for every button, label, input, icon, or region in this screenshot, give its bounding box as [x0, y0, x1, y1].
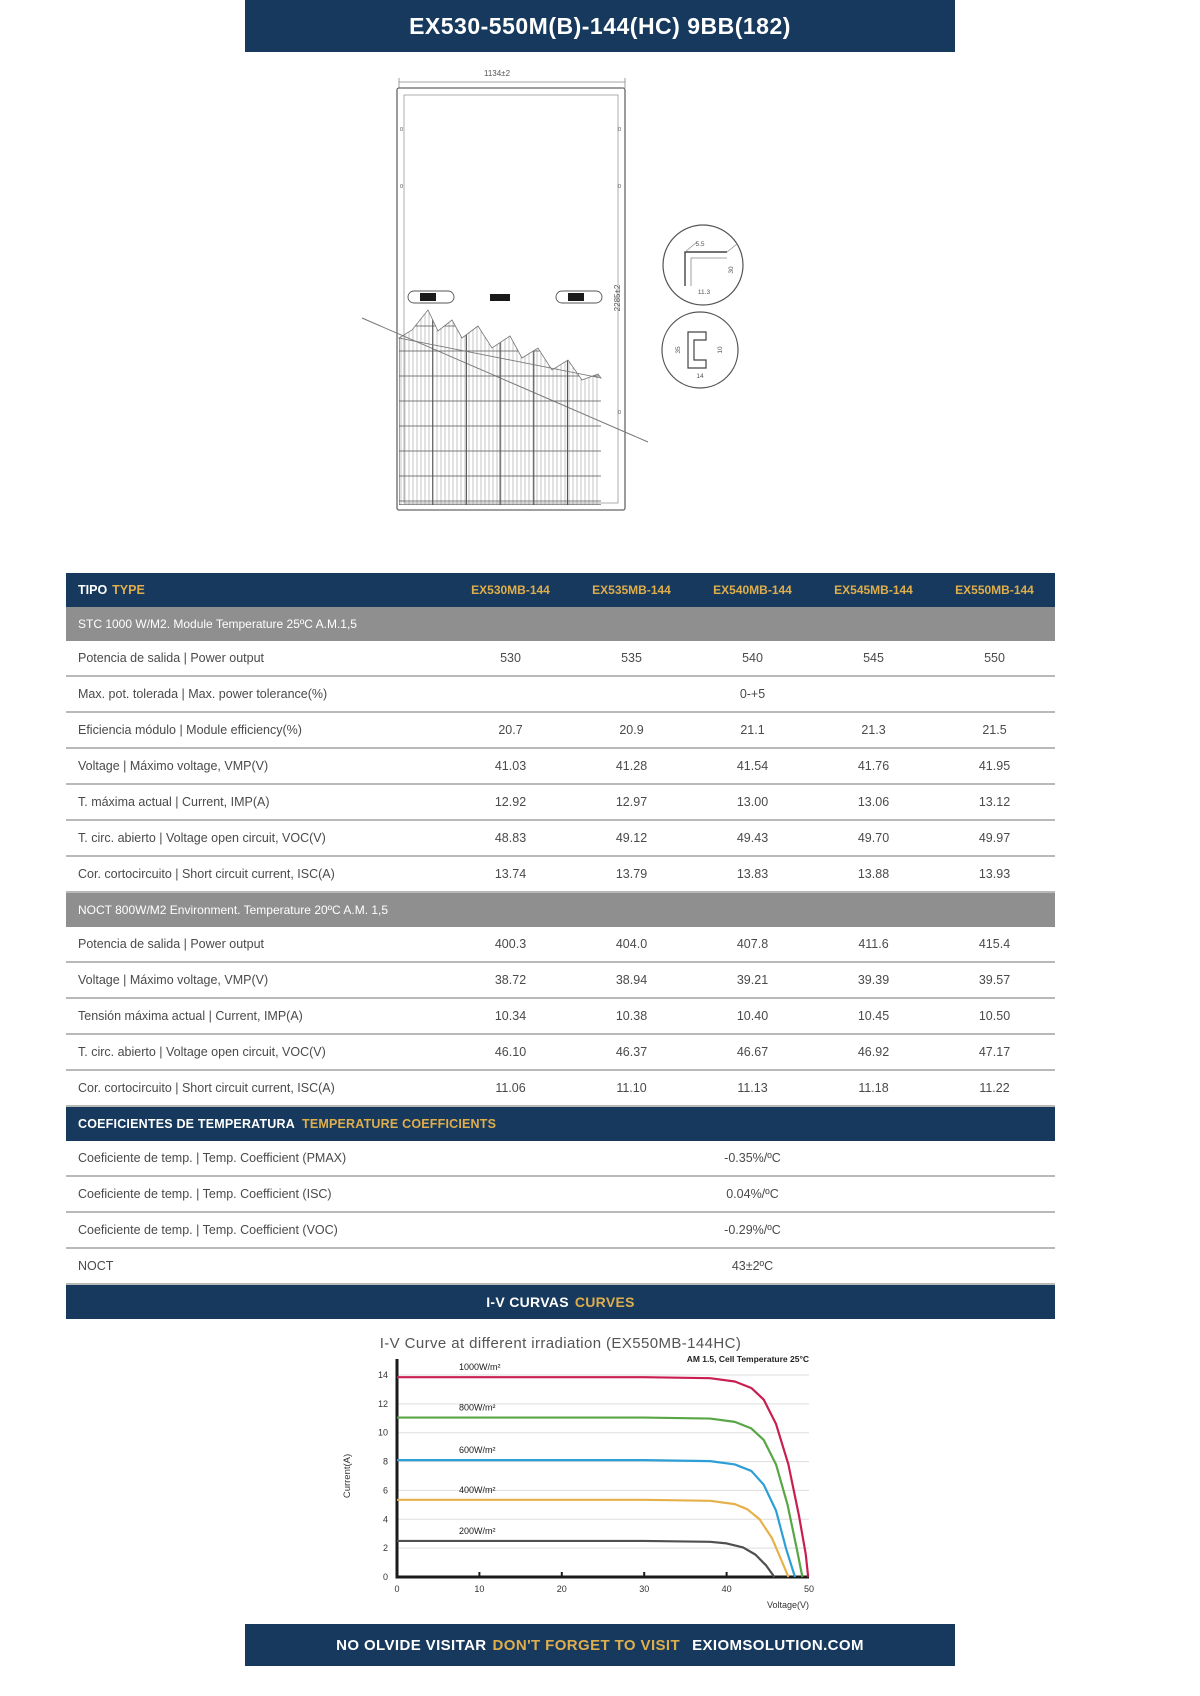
curve-irradiance-label: 800W/m² — [459, 1402, 496, 1413]
row-value: 12.97 — [615, 795, 648, 809]
row-value: 10.38 — [615, 1009, 648, 1023]
row-value: 11.18 — [858, 1081, 889, 1095]
header-tipo-label: TIPO — [78, 583, 108, 597]
x-tick-label: 50 — [803, 1584, 815, 1594]
row-value: 13.79 — [615, 867, 648, 881]
y-tick-label: 2 — [382, 1543, 388, 1554]
table-row — [66, 821, 1055, 857]
row-value: 39.21 — [736, 973, 769, 987]
footer-text-es: NO OLVIDE VISITAR — [336, 1636, 487, 1654]
svg-text:0: 0 — [400, 184, 404, 190]
y-tick-label: 6 — [382, 1485, 388, 1496]
table-row — [66, 713, 1055, 749]
header-type-label: TYPE — [112, 583, 145, 597]
svg-text:0: 0 — [618, 127, 622, 133]
table-row — [66, 641, 1055, 677]
row-span-value: 43±2ºC — [731, 1259, 774, 1273]
header-bar — [245, 0, 955, 52]
row-value: 41.28 — [615, 759, 648, 773]
row-value: 550 — [984, 651, 1005, 665]
row-value: 49.12 — [615, 831, 648, 845]
row-value: 46.92 — [857, 1045, 890, 1059]
cell-grid — [399, 308, 601, 505]
row-value: 407.8 — [736, 937, 769, 951]
model-column-header: EX540MB-144 — [713, 583, 792, 597]
row-value: 545 — [863, 651, 884, 665]
row-value: 10.45 — [857, 1009, 890, 1023]
row-value: 21.5 — [982, 723, 1007, 737]
row-label: Cor. cortocircuito | Short circuit current, ISC(A) — [78, 1081, 335, 1095]
x-tick-label: 20 — [556, 1584, 567, 1594]
y-tick-label: 12 — [377, 1398, 388, 1409]
row-value: 535 — [621, 651, 642, 665]
row-value: 10.34 — [494, 1009, 527, 1023]
table-row — [66, 785, 1055, 821]
row-value: 11.22 — [979, 1081, 1010, 1095]
table-header-row — [66, 573, 1055, 607]
table-row — [66, 963, 1055, 999]
row-value: 10.50 — [978, 1009, 1011, 1023]
row-label: Potencia de salida | Power output — [78, 937, 265, 951]
svg-text:0: 0 — [618, 184, 622, 190]
svg-text:0: 0 — [618, 410, 622, 416]
svg-text:35: 35 — [675, 346, 682, 354]
iv-curve — [397, 1418, 802, 1577]
junction-connectors — [408, 291, 602, 303]
footer-bar — [245, 1624, 955, 1666]
iv-curve-chart — [330, 1300, 820, 1620]
iv-curve — [397, 1500, 788, 1577]
row-value: 411.6 — [858, 937, 889, 951]
coef-title-es: COEFICIENTES DE TEMPERATURA — [78, 1117, 295, 1131]
svg-text:30: 30 — [728, 266, 735, 274]
row-value: 47.17 — [978, 1045, 1011, 1059]
table-section-band: STC 1000 W/M2. Module Temperature 25ºC A.M.1,5 — [66, 607, 1055, 641]
row-span-value: -0.29%/ºC — [724, 1223, 781, 1237]
row-label: Coeficiente de temp. | Temp. Coefficient (PMAX) — [78, 1151, 347, 1165]
x-tick-label: 30 — [639, 1584, 650, 1594]
row-value: 46.10 — [494, 1045, 527, 1059]
row-value: 13.06 — [857, 795, 890, 809]
curve-irradiance-label: 600W/m² — [459, 1445, 496, 1456]
y-tick-label: 0 — [382, 1572, 388, 1582]
row-value: 13.88 — [857, 867, 890, 881]
table-row — [66, 1141, 1055, 1177]
page-title: EX530-550M(B)-144(HC) 9BB(182) — [409, 12, 791, 39]
panel-technical-drawing — [0, 58, 1200, 528]
svg-text:10: 10 — [717, 346, 724, 354]
row-value: 404.0 — [615, 937, 648, 951]
row-span-value: -0.35%/ºC — [724, 1151, 781, 1165]
row-value: 21.3 — [861, 723, 886, 737]
chart-annotation: AM 1.5, Cell Temperature 25°C — [686, 1354, 809, 1364]
frame-detail-top — [663, 225, 743, 305]
row-label: Voltage | Máximo voltage, VMP(V) — [78, 759, 269, 773]
iv-chart-subtitle: I-V Curve at different irradiation (EX550MB-144HC) — [379, 1335, 742, 1352]
row-value: 13.93 — [978, 867, 1011, 881]
row-value: 11.06 — [495, 1081, 526, 1095]
panel-width-dimension: 1134±2 — [483, 69, 511, 78]
row-value: 39.57 — [978, 973, 1011, 987]
row-value: 10.40 — [736, 1009, 769, 1023]
x-axis-label: Voltage(V) — [766, 1600, 809, 1610]
table-row — [66, 1249, 1055, 1285]
row-value: 48.83 — [494, 831, 527, 845]
row-label: T. circ. abierto | Voltage open circuit, VOC(V) — [78, 831, 326, 845]
frame-detail-bottom — [662, 312, 738, 388]
row-span-value: 0-+5 — [739, 687, 766, 701]
table-row — [66, 677, 1055, 713]
row-value: 49.97 — [978, 831, 1011, 845]
row-value: 400.3 — [494, 937, 527, 951]
row-value: 46.37 — [615, 1045, 648, 1059]
row-value: 41.54 — [736, 759, 769, 773]
y-tick-label: 8 — [382, 1456, 388, 1467]
row-label: Cor. cortocircuito | Short circuit current, ISC(A) — [78, 867, 335, 881]
row-value: 41.95 — [978, 759, 1011, 773]
row-label: Eficiencia módulo | Module efficiency(%) — [78, 723, 302, 737]
temperature-coefficients-header — [66, 1107, 1055, 1141]
row-value: 530 — [500, 651, 521, 665]
row-value: 13.12 — [978, 795, 1011, 809]
curve-irradiance-label: 200W/m² — [459, 1525, 496, 1536]
table-section-band: NOCT 800W/M2 Environment. Temperature 20ºC A.M. 1,5 — [66, 893, 1055, 927]
row-label: Max. pot. tolerada | Max. power tolerance(%) — [78, 687, 328, 701]
row-value: 46.67 — [736, 1045, 769, 1059]
table-row — [66, 749, 1055, 785]
row-value: 13.74 — [494, 867, 527, 881]
spec-table — [66, 573, 1055, 1352]
row-value: 21.1 — [740, 723, 765, 737]
model-column-header: EX550MB-144 — [955, 583, 1034, 597]
row-label: Coeficiente de temp. | Temp. Coefficient (VOC) — [78, 1223, 338, 1237]
curve-irradiance-label: 1000W/m² — [459, 1362, 501, 1373]
table-row — [66, 1177, 1055, 1213]
row-value: 540 — [742, 651, 763, 665]
y-axis-label: Current(A) — [342, 1453, 353, 1499]
y-tick-label: 4 — [382, 1514, 388, 1525]
svg-text:11.3: 11.3 — [697, 289, 711, 296]
row-value: 41.76 — [857, 759, 890, 773]
table-header-tipo-type — [66, 583, 450, 597]
row-span-value: 0.04%/ºC — [726, 1187, 779, 1201]
row-label: NOCT — [78, 1259, 114, 1273]
table-row — [66, 1071, 1055, 1107]
row-value: 20.9 — [619, 723, 644, 737]
x-tick-label: 40 — [721, 1584, 732, 1594]
model-column-header: EX545MB-144 — [834, 583, 913, 597]
row-label: Coeficiente de temp. | Temp. Coefficient (ISC) — [78, 1187, 332, 1201]
row-value: 39.39 — [857, 973, 890, 987]
row-label: T. circ. abierto | Voltage open circuit, VOC(V) — [78, 1045, 326, 1059]
table-row — [66, 999, 1055, 1035]
row-label: T. máxima actual | Current, IMP(A) — [78, 795, 270, 809]
row-label: Tensión máxima actual | Current, IMP(A) — [78, 1009, 303, 1023]
row-value: 38.72 — [494, 973, 527, 987]
table-row — [66, 857, 1055, 893]
footer-text-en: DON'T FORGET TO VISIT — [492, 1636, 681, 1654]
model-column-header: EX535MB-144 — [592, 583, 671, 597]
table-row — [66, 927, 1055, 963]
svg-text:14: 14 — [696, 373, 704, 380]
row-value: 49.43 — [736, 831, 769, 845]
row-value: 13.83 — [736, 867, 769, 881]
curve-irradiance-label: 400W/m² — [459, 1484, 496, 1495]
x-tick-label: 0 — [394, 1584, 400, 1594]
svg-text:5.5: 5.5 — [695, 241, 705, 248]
footer-website-link[interactable]: EXIOMSOLUTION.COM — [692, 1636, 864, 1654]
row-value: 11.10 — [616, 1081, 647, 1095]
row-value: 415.4 — [978, 937, 1011, 951]
y-tick-label: 14 — [377, 1370, 388, 1380]
panel-height-dimension: 2285±2 — [613, 284, 622, 312]
row-value: 38.94 — [615, 973, 648, 987]
y-tick-label: 10 — [377, 1427, 388, 1438]
row-value: 41.03 — [494, 759, 527, 773]
x-tick-label: 10 — [474, 1584, 485, 1594]
iv-curve — [397, 1460, 795, 1577]
table-row — [66, 1213, 1055, 1249]
row-value: 49.70 — [857, 831, 890, 845]
table-row — [66, 1035, 1055, 1071]
iv-title-es: I-V CURVAS — [486, 1294, 569, 1310]
iv-title-en: CURVES — [574, 1294, 635, 1310]
row-value: 20.7 — [498, 723, 523, 737]
model-column-header: EX530MB-144 — [471, 583, 550, 597]
iv-curve — [397, 1541, 774, 1577]
svg-text:0: 0 — [400, 127, 404, 133]
row-label: Voltage | Máximo voltage, VMP(V) — [78, 973, 269, 987]
row-label: Potencia de salida | Power output — [78, 651, 265, 665]
row-value: 11.13 — [737, 1081, 768, 1095]
row-value: 12.92 — [494, 795, 527, 809]
row-value: 13.00 — [736, 795, 769, 809]
coef-title-en: TEMPERATURE COEFFICIENTS — [302, 1117, 497, 1131]
